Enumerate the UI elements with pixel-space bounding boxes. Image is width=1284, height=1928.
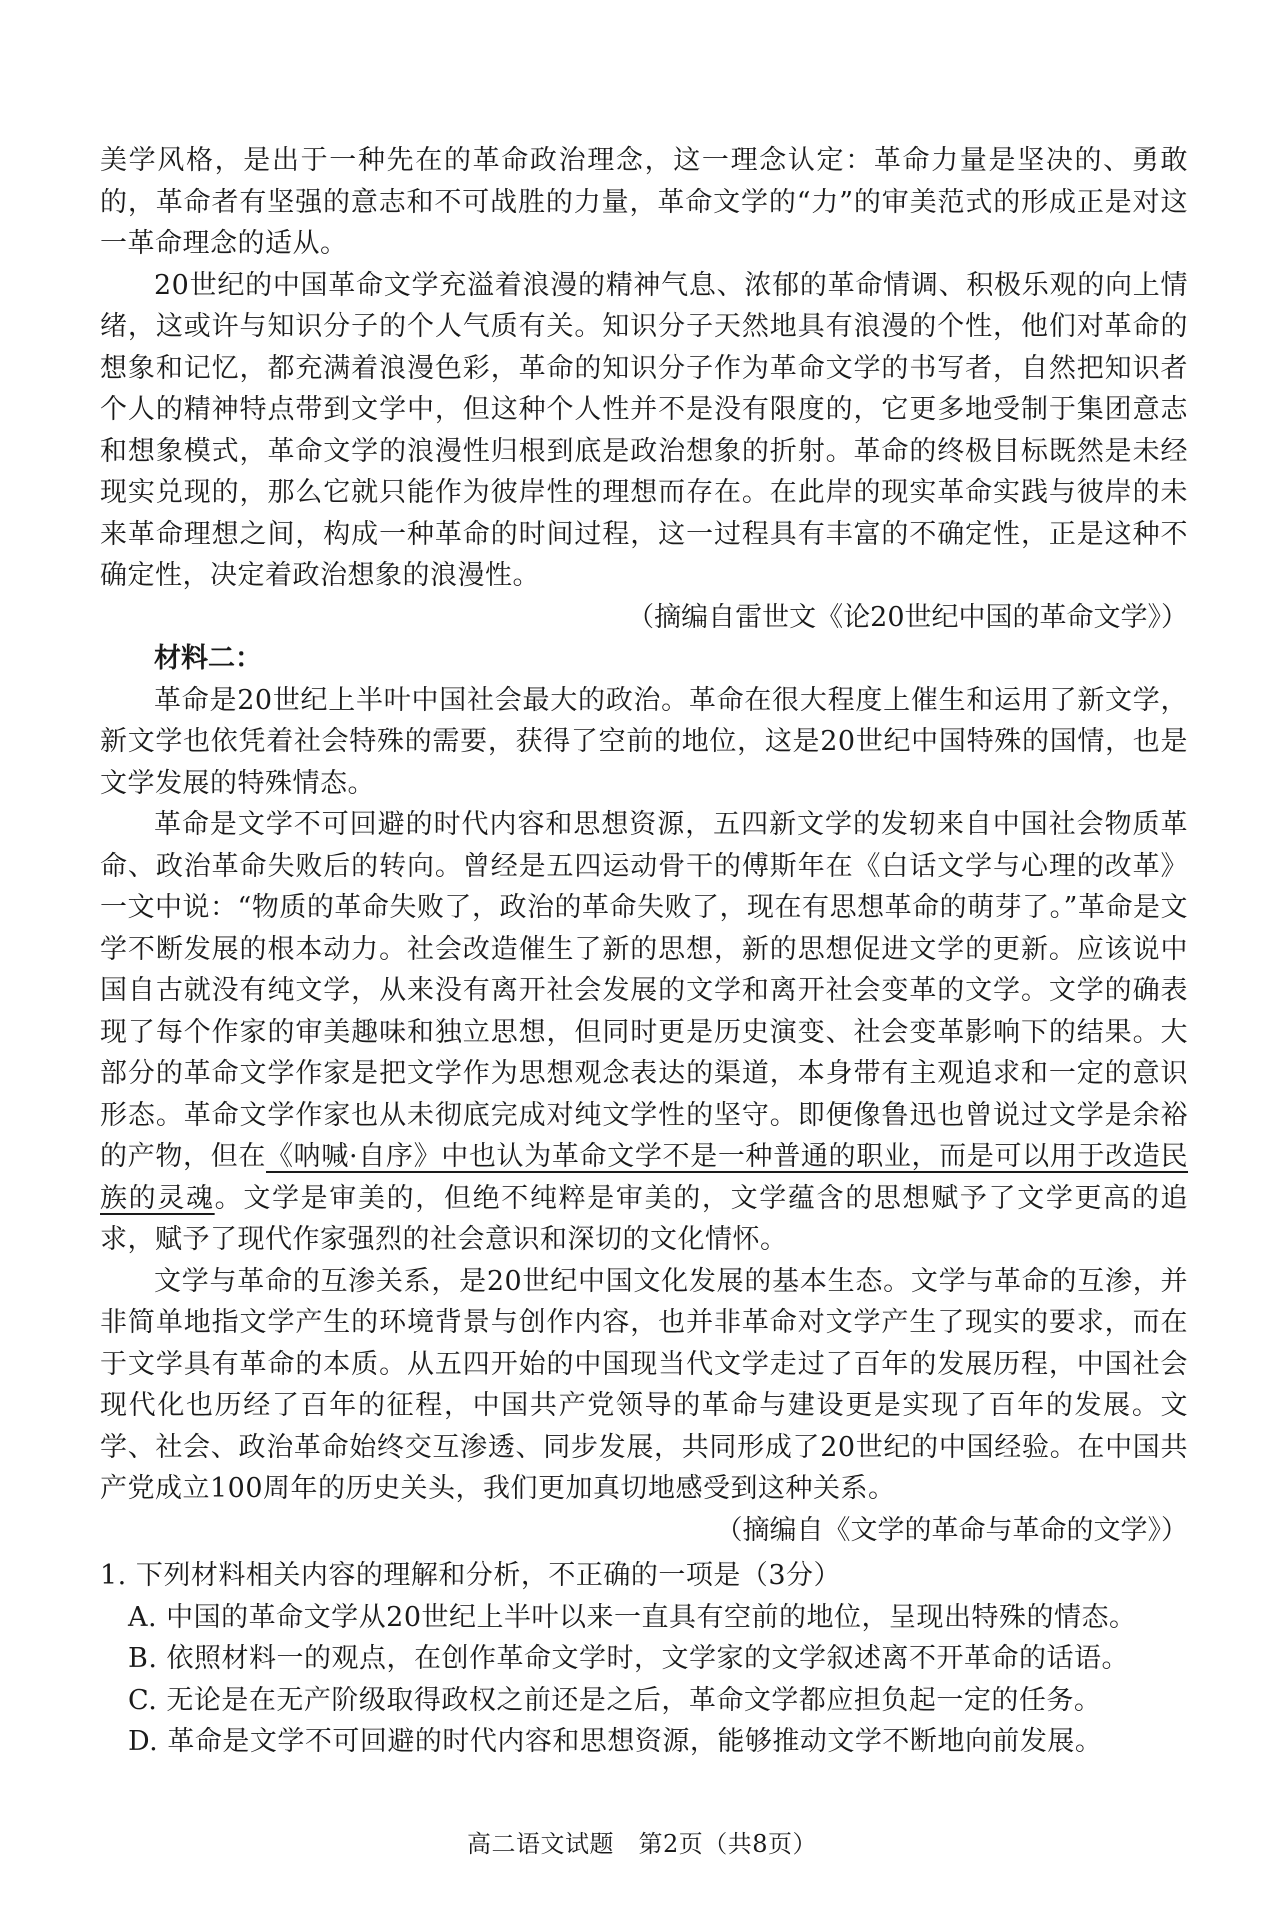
underlined-quote: 《呐喊·自序》中也认为革命文学不是一种普通的职业，而是可以用于改造民族的灵魂 bbox=[100, 1141, 1189, 1214]
option-c: C. 无论是在无产阶级取得政权之前还是之后，革命文学都应担负起一定的任务。 bbox=[128, 1684, 1102, 1716]
page-footer: 高二语文试题 第2页（共8页） bbox=[466, 1830, 818, 1858]
material1-source: （摘编自雷世文《论20世纪中国的革命文学》） bbox=[627, 601, 1188, 633]
question-1-options bbox=[100, 1597, 1188, 1763]
material2-paragraph-3: 文学与革命的互渗关系，是20世纪中国文化发展的基本生态。文学与革命的互渗，并非简单地指文学产生的环境背景与创作内容，也并非革命对文学产生了现实的要求，而在于文学具有革命的本质。从五四开始的中国现当代文学走过了百年的发展历程，中国社会现代化也历经了百年的征程，中国共产党领导的革命与建设更是实现了百年的发展。文学、社会、政治革命始终交互渗透、同步发展，共同形成了20世纪的中国经验。在中国共产党成立100周年的历史关头，我们更加真切地感受到这种关系。 bbox=[100, 1265, 1188, 1504]
material1-paragraph-2: 20世纪的中国革命文学充溢着浪漫的精神气息、浓郁的革命情调、积极乐观的向上情绪，这或许与知识分子的个人气质有关。知识分子天然地具有浪漫的个性，他们对革命的想象和记忆，都充满着浪漫色彩，革命的知识分子作为革命文学的书写者，自然把知识者个人的精神特点带到文学中，但这种个人性并不是没有限度的，它更多地受制于集团意志和想象模式，革命文学的浪漫性归根到底是政治想象的折射。革命的终极目标既然是未经现实兑现的，那么它就只能作为彼岸性的理想而存在。在此岸的现实革命实践与彼岸的未来革命理想之间，构成一种革命的时间过程，这一过程具有丰富的不确定性，正是这种不确定性，决定着政治想象的浪漫性。 bbox=[100, 269, 1188, 591]
material2-paragraph-1: 革命是20世纪上半叶中国社会最大的政治。革命在很大程度上催生和运用了新文学，新文学也依凭着社会特殊的需要，获得了空前的地位，这是20世纪中国特殊的国情，也是文学发展的特殊情态。 bbox=[100, 684, 1188, 799]
material2-paragraph-2-text: 革命是文学不可回避的时代内容和思想资源，五四新文学的发轫来自中国社会物质革命、政治革命失败后的转向。曾经是五四运动骨干的傅斯年在《白话文学与心理的改革》一文中说：“物质的革命失败了，政治的革命失败了，现在有思想革命的萌芽了。”革命是文学不断发展的根本动力。社会改造催生了新的思想，新的思想促进文学的更新。应该说中国自古就没有纯文学，从来没有离开社会发展的文学和离开社会变革的文学。文学的确表现了每个作家的审美趣味和独立思想，但同时更是历史演变、社会变革影响下的结果。大部分的革命文学作家是把文学作为思想观念表达的渠道，本身带有主观追求和一定的意识形态。革命文学作家也从未彻底完成对纯文学性的坚守。即便像鲁迅也曾说过文学是余裕的产物，但在 bbox=[100, 809, 1188, 1172]
material1-paragraph-continued: 美学风格，是出于一种先在的革命政治理念，这一理念认定：革命力量是坚决的、勇敢的，革命者有坚强的意志和不可战胜的力量，革命文学的“力”的审美范式的形成正是对这一革命理念的适从。 bbox=[100, 145, 1188, 259]
question-1-stem: 1. 下列材料相关内容的理解和分析，不正确的一项是（3分） bbox=[100, 1560, 842, 1591]
option-b: B. 依照材料一的观点，在创作革命文学时，文学家的文学叙述离不开革命的话语。 bbox=[128, 1643, 1130, 1674]
option-d: D. 革命是文学不可回避的时代内容和思想资源，能够推动文学不断地向前发展。 bbox=[128, 1726, 1103, 1757]
question-1 bbox=[100, 1555, 1188, 1763]
material2-paragraph-2-text-end: 。文学是审美的，但绝不纯粹是审美的，文学蕴含的思想赋予了文学更高的追求，赋予了现代作家强烈的社会意识和深切的文化情怀。 bbox=[100, 1182, 1189, 1255]
option-a: A. 中国的革命文学从20世纪上半叶以来一直具有空前的地位，呈现出特殊的情态。 bbox=[128, 1601, 1137, 1633]
material2-heading: 材料二： bbox=[154, 643, 262, 674]
material2-paragraph-2 bbox=[100, 804, 1188, 1261]
material2-source: （摘编自《文学的革命与革命的文学》） bbox=[715, 1514, 1188, 1546]
